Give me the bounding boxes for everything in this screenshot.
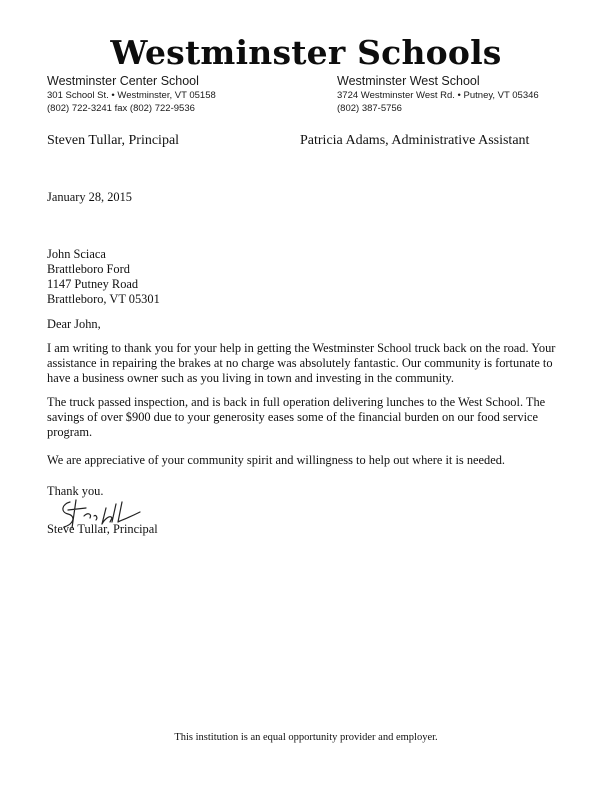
body-paragraph: I am writing to thank you for your help in getting the Westminster School truck back on the road. Your assistance in repairing the brakes at no charge was absolutely fantastic. Our community is fortunate to have a business owner such as you living in town and investing in the community. xyxy=(47,341,556,385)
west-school-name: Westminster West School xyxy=(337,74,480,88)
signature-name: Steve Tullar, Principal xyxy=(47,522,158,536)
letter-date: January 28, 2015 xyxy=(47,190,132,204)
center-school-address: 301 School St. • Westminster, VT 05158 xyxy=(47,90,216,101)
recipient-name: John Sciaca xyxy=(47,247,106,261)
west-school-address: 3724 Westminster West Rd. • Putney, VT 05346 xyxy=(337,90,539,101)
center-school-name: Westminster Center School xyxy=(47,74,199,88)
assistant-header: Patricia Adams, Administrative Assistant xyxy=(300,133,530,148)
body-paragraph: We are appreciative of your community spirit and willingness to help out where it is needed. xyxy=(47,453,506,467)
letterhead-title: Westminster Schools xyxy=(110,33,502,72)
recipient-street: 1147 Putney Road xyxy=(47,277,139,291)
west-school-contact xyxy=(337,74,539,115)
salutation: Dear John, xyxy=(47,317,101,331)
center-school-phone: (802) 722-3241 fax (802) 722-9536 xyxy=(47,103,195,114)
recipient-company: Brattleboro Ford xyxy=(47,262,130,276)
recipient-address xyxy=(47,247,567,307)
center-school-contact xyxy=(47,74,216,115)
body-paragraph: The truck passed inspection, and is back in full operation delivering lunches to the West School. The savings of over $900 due to your generosity eases some of the financial burden on our food service program. xyxy=(47,395,546,439)
principal-header: Steven Tullar, Principal xyxy=(47,133,180,148)
closing: Thank you. xyxy=(47,484,104,498)
footer-note: This institution is an equal opportunity provider and employer. xyxy=(174,732,438,743)
west-school-phone: (802) 387-5756 xyxy=(337,103,402,114)
recipient-city: Brattleboro, VT 05301 xyxy=(47,292,160,306)
